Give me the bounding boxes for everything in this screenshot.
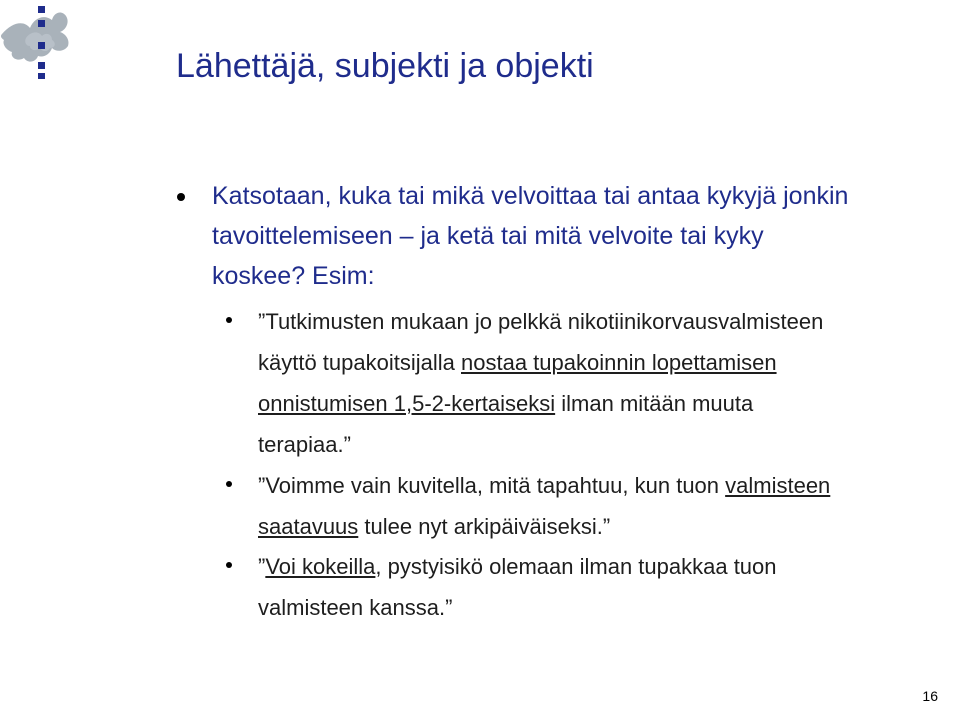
slide-title: Lähettäjä, subjekti ja objekti [176,47,594,85]
example-2-line-2 [258,506,958,547]
main-bullet-line-3: koskee? Esim: [212,262,375,290]
example-1-line-3 [258,383,958,424]
example-2-underlined-text-2: saatavuus [258,514,359,539]
main-bullet-line-1: Katsotaan, kuka tai mikä velvoittaa tai antaa kykyjä jonkin [212,182,849,210]
example-2-underlined-text: valmisteen [725,473,831,498]
example-1-underlined-text-2: onnistumisen 1,5-2-kertaiseksi [258,391,556,416]
university-helsinki-flame-logo-icon [0,0,90,80]
example-quote-3 [258,546,958,628]
example-2-plain-text: ”Voimme vain kuvitella, mitä tapahtuu, kun tuon [258,473,726,498]
example-1-plain-text-2: ilman mitään muuta [555,391,754,416]
example-quote-2 [258,465,958,547]
example-3-underlined-text: Voi kokeilla [265,554,376,579]
example-3-line-1 [258,546,958,587]
example-2-plain-text-2: tulee nyt arkipäiväiseksi.” [358,514,611,539]
example-3-line-2: valmisteen kanssa.” [258,595,453,620]
example-2-line-1 [258,465,958,506]
main-bullet [212,176,952,296]
example-1-line-4: terapiaa.” [258,432,351,457]
example-3-plain-text: , pystyisikö olemaan ilman tupakkaa tuon [375,554,777,579]
sub-bullet-dot [226,562,232,568]
page-number: 16 [922,688,938,704]
main-bullet-line-2: tavoittelemiseen – ja ketä tai mitä velvoite tai kyky [212,222,764,250]
example-1-plain-text: käyttö tupakoitsijalla [258,350,461,375]
example-1-line-2 [258,342,958,383]
sub-bullet-dot [226,481,232,487]
sub-bullet-dot [226,317,232,323]
bullet-dot [177,193,185,201]
example-quote-1 [258,301,958,465]
example-3-quote-mark: ” [258,554,266,579]
example-1-underlined-text: nostaa tupakoinnin lopettamisen [461,350,777,375]
example-1-line-1: ”Tutkimusten mukaan jo pelkkä nikotiinikorvausvalmisteen [258,309,824,334]
